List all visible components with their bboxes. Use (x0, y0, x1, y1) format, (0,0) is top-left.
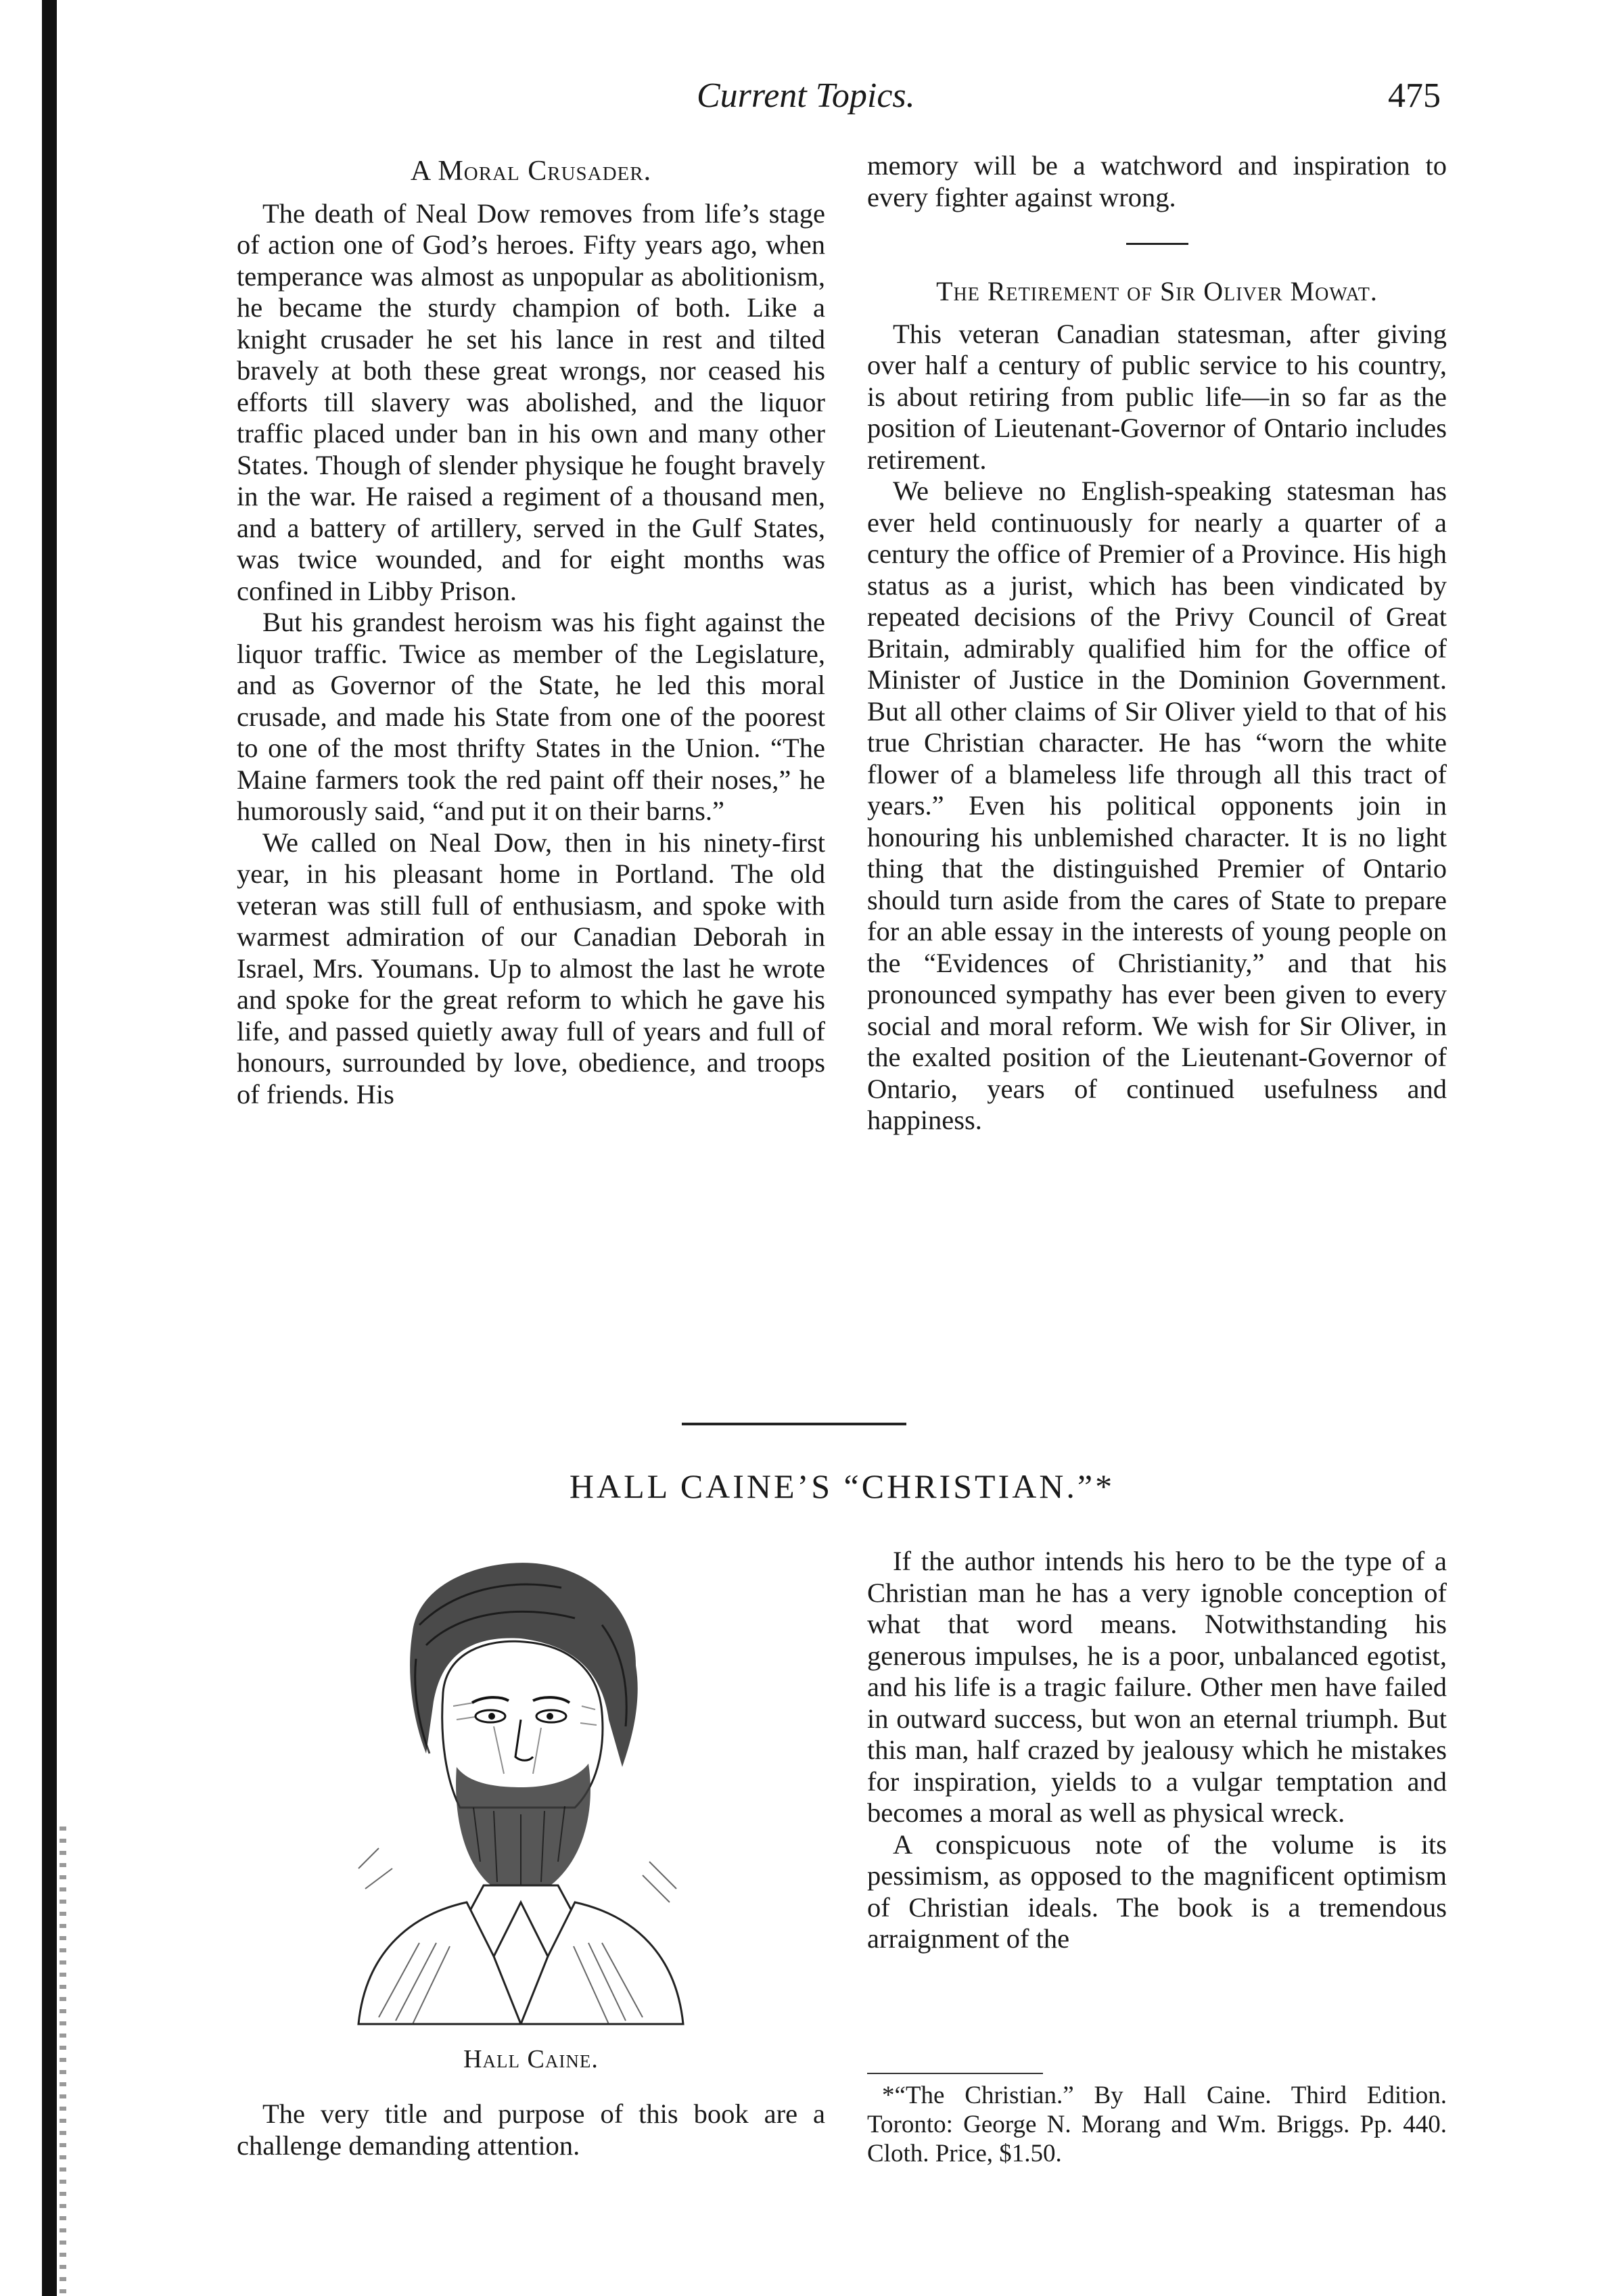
review-left-column (237, 2098, 825, 2161)
running-title: Current Topics. (697, 76, 915, 115)
footnote-rule (867, 2073, 1043, 2074)
review-right-column (867, 1546, 1447, 1955)
retirement-paragraph-2: We believe no English-speaking statesman has ever held continuously for nearly a quarter of a century the office of Premier of a Province. His high status as a jurist, which has been vindicated by repeated decisions of the Privy Council of Great Britain, admirably qualified him for the office of Minister of Justice in the Dominion Government. But all other claims of Sir Oliver yield to that of his true Christian character. He has “worn the white flower of a blameless life through all this tract of years.” Even his political opponents join in honouring his unblemished character. It is no light thing that the distinguished Premier of Ontario should turn aside from the cares of State to prepare for an able essay in the interests of young people on the “Evidences of Christianity,” and that his pronounced sympathy has ever been given to every social and moral reform. We wish for Sir Oliver, in the exalted position of the Lieutenant-Governor of Ontario, years of continued usefulness and happiness. (867, 476, 1447, 1135)
page-number: 475 (1388, 76, 1441, 115)
moral-crusader-paragraph-1: The death of Neal Dow removes from life’s stage of action one of God’s heroes. Fifty years ago, when temperance was almost as unpopular as abolitionism, he became the sturdy champion of both. Like a knight crusader he set his lance in rest and tilted bravely at both these great wrongs, nor ceased his efforts till slavery was abolished, and the liquor traffic placed under ban in his own and many other States. Though of slender physique he fought bravely in the war. He raised a regiment of a thousand men, and a battery of artillery, served in the Gulf States, was twice wounded, and for eight months was confined in Libby Prison. (237, 198, 825, 606)
review-title: HALL CAINE’S “CHRISTIAN.”* (569, 1467, 1115, 1505)
hall-caine-portrait (318, 1551, 703, 2031)
article-divider (682, 1423, 906, 1425)
retirement-heading: The Retirement of Sir Oliver Mowat. (936, 276, 1378, 306)
review-paragraph-1: If the author intends his hero to be the type of a Christian man he has a very ignoble conception of what that word means. Notwithstanding his generous impulses, he is a poor, unbalanced egotist, and his life is a tragic failure. Other men have failed in outward success, but won an eternal triumph. But this man, half crazed by jealousy which he mistakes for inspiration, yields to a vulgar temptation and becomes a moral as well as physical wreck. (867, 1546, 1447, 1828)
footnote-text: *“The Christian.” By Hall Caine. Third Edition. Toronto: George N. Morang and Wm. Briggs. Pp. 440. Cloth. Price, $1.50. (867, 2082, 1447, 2167)
moral-crusader-heading: A Moral Crusader. (410, 156, 652, 187)
page-edge-marks (60, 1827, 66, 2293)
portrait-coat (358, 1902, 683, 2024)
running-head (697, 76, 1441, 130)
retirement-paragraph-1: This veteran Canadian statesman, after giving over half a century of public service to his country, is about retiring from public life—in so far as the position of Lieutenant-Governor of Ontario includes retirement. (867, 318, 1447, 475)
moral-crusader-continuation: memory will be a watchword and inspiration to every fighter against wrong. (867, 150, 1447, 212)
moral-crusader-paragraph-2: But his grandest heroism was his fight against the liquor traffic. Twice as member of the Legislature, and as Governor of the State, he led this moral crusade, and made his State from one of the poorest to one of the most thrifty States in the Union. “The Maine farmers took the red paint off their noses,” he humorously said, “and put it on their barns.” (237, 607, 825, 826)
section-divider (1126, 243, 1188, 245)
left-column (237, 150, 825, 1110)
review-left-paragraph: The very title and purpose of this book are a challenge demanding attention. (237, 2098, 825, 2161)
footnote (867, 2081, 1447, 2168)
portrait-caption: Hall Caine. (463, 2045, 599, 2073)
review-paragraph-2: A conspicuous note of the volume is its pessimism, as opposed to the magnificent optimism of Christian ideals. The book is a tremendous arraignment of the (867, 1829, 1447, 1954)
book-spine-shadow (42, 0, 57, 2296)
right-column (867, 150, 1447, 1136)
moral-crusader-paragraph-3: We called on Neal Dow, then in his ninety-first year, in his pleasant home in Portland. The old veteran was still full of enthusiasm, and spoke with warmest admiration of our Canadian Deborah in Israel, Mrs. Youmans. Up to almost the last he wrote and spoke for the great reform to which he gave his life, and passed quietly away full of years and full of honours, surrounded by love, obedience, and troops of friends. His (237, 827, 825, 1109)
